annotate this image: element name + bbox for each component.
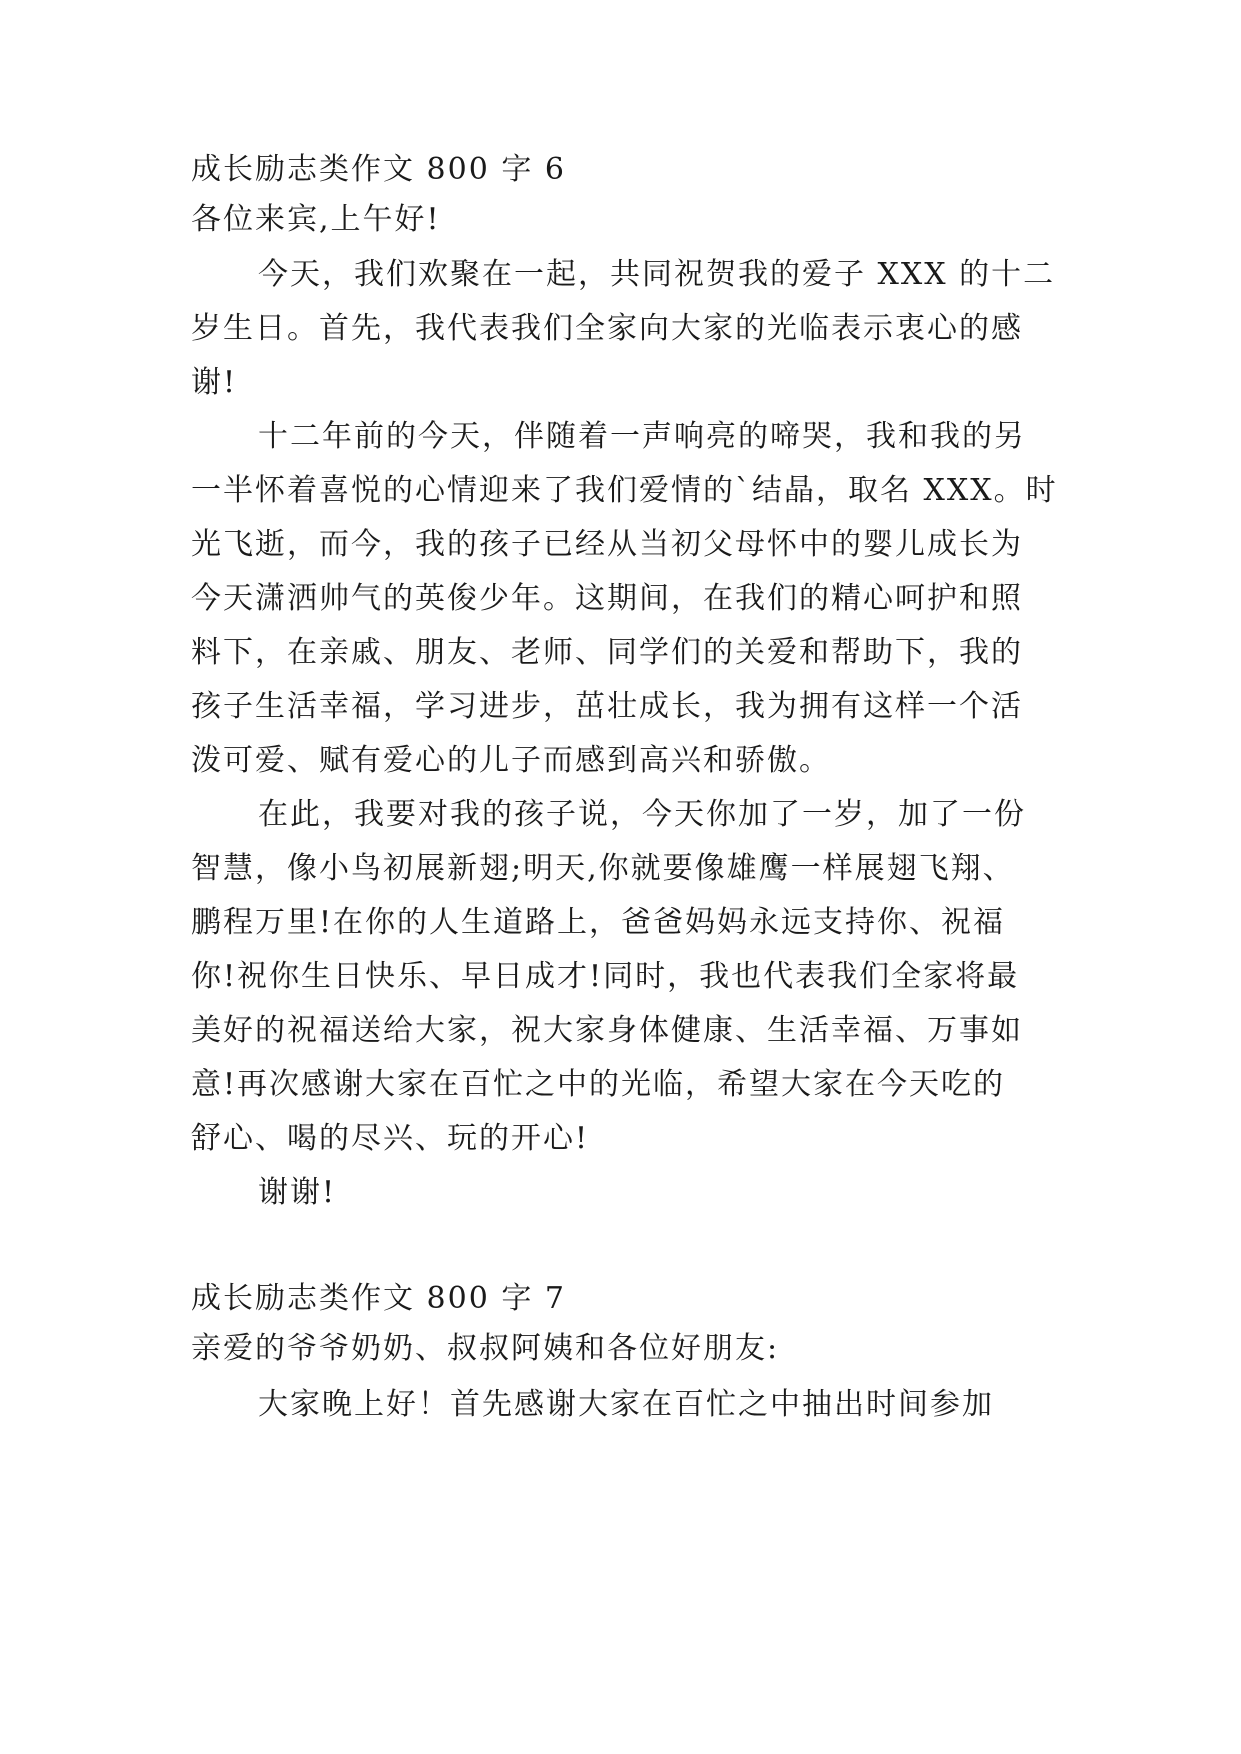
paragraph-line: 光飞逝，而今，我的孩子已经从当初父母怀中的婴儿成长为 bbox=[191, 527, 1023, 562]
paragraph-line: 智慧，像小鸟初展新翅;明天,你就要像雄鹰一样展翅飞翔、 bbox=[191, 851, 1015, 886]
paragraph-line: 鹏程万里!在你的人生道路上，爸爸妈妈永远支持你、祝福 bbox=[191, 905, 1006, 940]
paragraph-line: 一半怀着喜悦的心情迎来了我们爱情的`结晶，取名 XXX。时 bbox=[191, 473, 1058, 508]
paragraph-line: 岁生日。首先，我代表我们全家向大家的光临表示衷心的感 bbox=[191, 311, 1023, 346]
paragraph-line: 料下，在亲戚、朋友、老师、同学们的关爱和帮助下，我的 bbox=[191, 635, 1023, 670]
section-title: 成长励志类作文 800 字 7 bbox=[191, 1281, 566, 1316]
greeting: 各位来宾,上午好! bbox=[191, 202, 441, 237]
paragraph-line: 舒心、喝的尽兴、玩的开心! bbox=[191, 1121, 590, 1156]
paragraph-line: 你!祝你生日快乐、早日成才!同时，我也代表我们全家将最 bbox=[191, 959, 1020, 994]
paragraph-line: 在此，我要对我的孩子说，今天你加了一岁，加了一份 bbox=[258, 797, 1026, 832]
paragraph-line: 美好的祝福送给大家，祝大家身体健康、生活幸福、万事如 bbox=[191, 1013, 1023, 1048]
paragraph-line: 意!再次感谢大家在百忙之中的光临，希望大家在今天吃的 bbox=[191, 1067, 1006, 1102]
paragraph-line: 大家晚上好！首先感谢大家在百忙之中抽出时间参加 bbox=[258, 1387, 994, 1422]
paragraph-line: 谢! bbox=[191, 365, 238, 400]
paragraph-line: 今天潇洒帅气的英俊少年。这期间，在我们的精心呵护和照 bbox=[191, 581, 1023, 616]
greeting: 亲爱的爷爷奶奶、叔叔阿姨和各位好朋友: bbox=[191, 1331, 780, 1366]
section-title: 成长励志类作文 800 字 6 bbox=[191, 152, 566, 187]
paragraph-line: 泼可爱、赋有爱心的儿子而感到高兴和骄傲。 bbox=[191, 743, 831, 778]
paragraph-line: 今天，我们欢聚在一起，共同祝贺我的爱子 XXX 的十二 bbox=[258, 257, 1056, 292]
paragraph-line: 十二年前的今天，伴随着一声响亮的啼哭，我和我的另 bbox=[258, 419, 1026, 454]
paragraph-line: 孩子生活幸福，学习进步，茁壮成长，我为拥有这样一个活 bbox=[191, 689, 1023, 724]
paragraph-line: 谢谢! bbox=[258, 1175, 337, 1210]
